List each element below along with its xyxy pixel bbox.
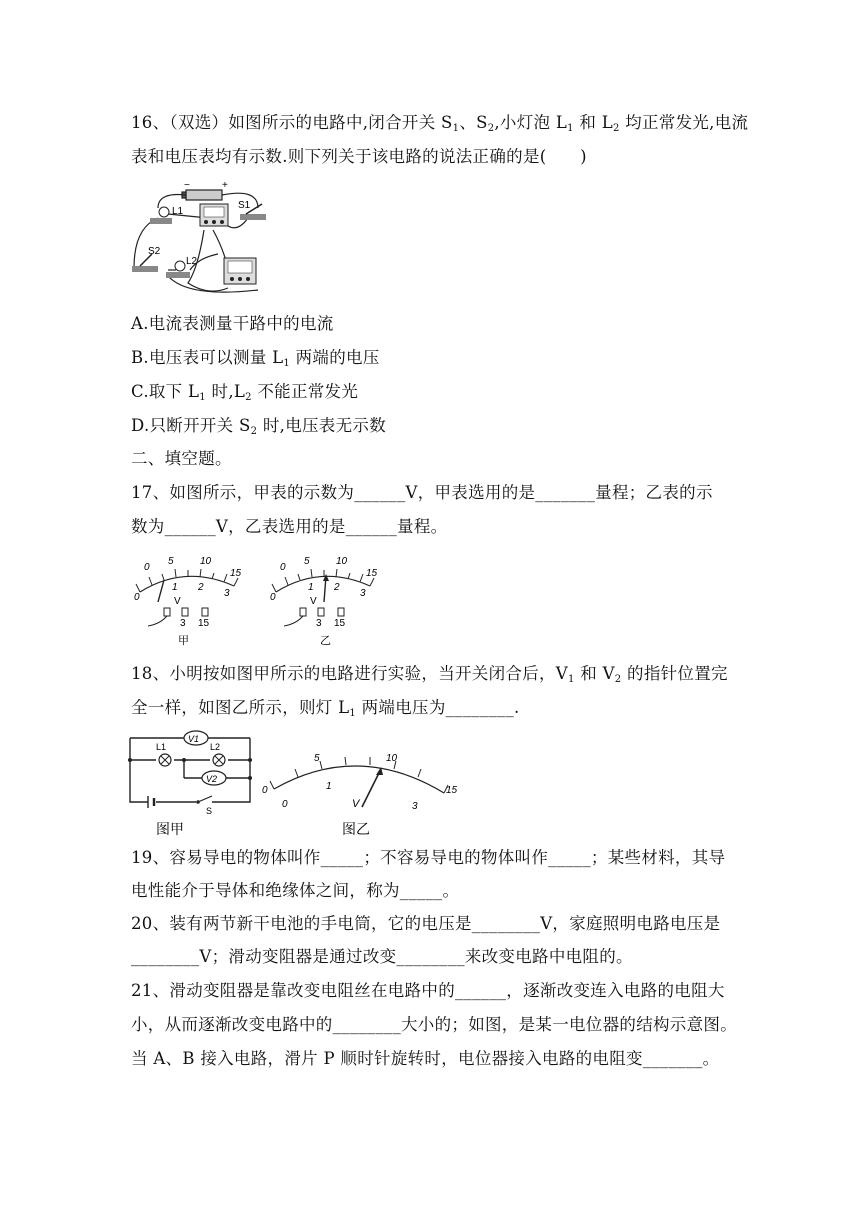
label-v2: V2 (206, 774, 218, 784)
scale-label: 15 (446, 785, 458, 796)
q17-meter-jia (130, 550, 250, 650)
label-s: S (206, 806, 213, 816)
scale-label: 10 (386, 753, 398, 764)
scale-label: 15 (230, 568, 242, 579)
caption-fig-yi: 图乙 (342, 821, 370, 837)
q18-text: 的指针位置完 (621, 664, 728, 683)
q17-meter-yi (266, 550, 386, 650)
scale-label: 5 (304, 556, 310, 567)
q16-text: 16、（双选）如图所示的电路中,闭合开关 S (131, 113, 453, 132)
label-l1: L1 (156, 742, 167, 752)
option-text: D.只断开开关 S (131, 416, 251, 435)
scale-label: 0 (282, 799, 288, 810)
scale-label: 5 (314, 753, 320, 764)
q19-line-1: 19、容易导电的物体叫作_____；不容易导电的物体叫作_____；某些材料，其导 (131, 848, 726, 867)
scale-label: 1 (326, 781, 332, 792)
battery-minus: − (184, 180, 190, 191)
option-text: B.电压表可以测量 L (131, 348, 284, 367)
q18-text: 18、小明按如图甲所示的电路进行实验，当开关闭合后，V (131, 664, 569, 683)
q21-line-1: 21、滑动变阻器是靠改变电阻丝在电路中的______，逐渐改变连入电路的电阻大 (131, 981, 725, 1000)
q20-line-2: ________V；滑动变阻器是通过改变________来改变电路中电阻的。 (131, 947, 633, 966)
subscript: 1 (568, 674, 575, 685)
option-text: C.取下 L (131, 382, 200, 401)
q16-text: 和 L (573, 113, 613, 132)
q16-text: 均正常发光,电流 (619, 113, 749, 132)
caption-jia: 甲 (178, 635, 189, 647)
q18-text: 全一样，如图乙所示，则灯 L (131, 698, 350, 717)
subscript: 2 (612, 123, 620, 134)
meter-needle (158, 580, 164, 602)
scale-label: 15 (366, 568, 378, 579)
q17-line-1: 17、如图所示，甲表的示数为______V，甲表选用的是_______量程；乙表的示 (131, 483, 713, 502)
option-text: 时,电压表无示数 (257, 416, 387, 435)
subscript: 2 (487, 123, 495, 134)
q16-line-1 (131, 112, 748, 134)
q20-line-1: 20、装有两节新干电池的手电筒，它的电压是________V，家庭照明电路电压是 (131, 914, 721, 933)
caption-yi: 乙 (320, 635, 331, 647)
subscript: 2 (614, 674, 622, 685)
scale-label: 3 (360, 588, 366, 599)
q18-line-1 (131, 663, 728, 685)
label-l2: L2 (186, 256, 198, 267)
unit-label: V (352, 798, 360, 810)
q16-text: ,小灯泡 L (494, 113, 568, 132)
q21-line-3: 当 A、B 接入电路，滑片 P 顺时针旋转时，电位器接入电路的电阻变_______。 (131, 1049, 720, 1068)
unit-label: V (310, 596, 317, 607)
switch-s (198, 796, 212, 802)
q16-option-d (131, 415, 386, 437)
scale-label: 0 (134, 592, 140, 603)
lamp-l2 (175, 261, 185, 271)
scale-label: 10 (336, 556, 348, 567)
q19-line-2: 电性能介于导体和绝缘体之间，称为_____。 (131, 881, 460, 900)
scale-label: 0 (144, 562, 150, 573)
subscript: 1 (283, 358, 291, 369)
scale-label: 0 (270, 592, 276, 603)
option-text: 不能正常发光 (251, 382, 359, 401)
q18-text: 两端电压为________. (356, 698, 520, 717)
label-s1: S1 (238, 200, 251, 211)
subscript: 1 (452, 123, 460, 134)
subscript: 1 (567, 123, 574, 134)
option-text: 两端的电压 (290, 348, 380, 367)
scale-label: 0 (262, 785, 268, 796)
scale-label: 5 (168, 556, 174, 567)
battery-plus: + (222, 180, 228, 191)
q16-circuit-figure (128, 178, 278, 300)
q18-circuit-jia (126, 730, 256, 838)
q18-meter-yi (258, 745, 468, 837)
unit-label: V (174, 596, 181, 607)
q16-text: 、S (459, 113, 488, 132)
label-v1: V1 (188, 734, 200, 744)
terminal-label: 15 (334, 618, 346, 629)
subscript: 2 (250, 426, 258, 437)
subscript: 1 (349, 708, 357, 719)
q16-option-a: A.电流表测量干路中的电流 (131, 314, 334, 333)
scale-label: 2 (198, 582, 204, 593)
scale-label: 1 (308, 582, 314, 593)
scale-label: 10 (200, 556, 212, 567)
caption-fig-jia: 图甲 (156, 821, 184, 837)
subscript: 2 (245, 392, 252, 403)
q16-option-c (131, 381, 358, 403)
q16-line-2: 表和电压表均有示数.则下列关于该电路的说法正确的是( ) (131, 147, 587, 166)
terminal-label: 15 (198, 618, 210, 629)
subscript: 1 (199, 392, 206, 403)
terminal-label: 3 (180, 618, 186, 629)
scale-label: 3 (412, 801, 418, 812)
option-text: 时,L (205, 382, 246, 401)
q16-option-b (131, 347, 380, 369)
q18-text: 和 V (574, 664, 615, 683)
label-s2: S2 (148, 246, 161, 257)
scale-label: 0 (280, 562, 286, 573)
label-l2: L2 (210, 742, 221, 752)
q18-line-2 (131, 697, 520, 719)
label-l1: L1 (172, 206, 184, 217)
terminal-label: 3 (316, 618, 322, 629)
meter-needle (362, 771, 380, 807)
q17-line-2: 数为______V，乙表选用的是______量程。 (131, 517, 448, 536)
scale-label: 3 (224, 588, 230, 599)
q21-line-2: 小，从而逐渐改变电路中的________大小的；如图，是某一电位器的结构示意图。 (131, 1015, 737, 1034)
scale-label: 1 (172, 582, 178, 593)
scale-label: 2 (334, 582, 340, 593)
lamp-l1 (159, 207, 169, 217)
section-heading: 二、填空题。 (131, 449, 232, 468)
